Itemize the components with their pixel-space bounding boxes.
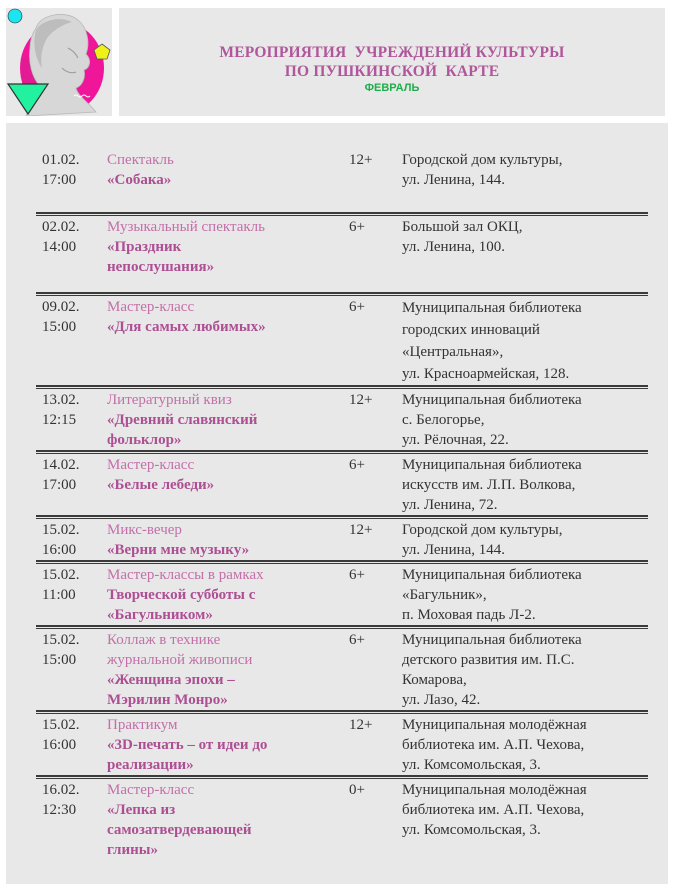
- venue-line: библиотека им. А.П. Чехова,: [402, 802, 585, 818]
- event-name: глины»: [107, 842, 158, 858]
- event-date: 15.02.: [42, 632, 80, 648]
- event-name: «Собака»: [107, 172, 172, 188]
- venue-line: «Центральная»,: [402, 344, 504, 360]
- event-time: 11:00: [42, 587, 76, 603]
- age-rating-label: 12+: [349, 717, 373, 733]
- age-rating: [349, 520, 402, 560]
- event-title: [107, 217, 349, 292]
- venue-line: ул. Ленина, 72.: [402, 497, 498, 513]
- venue-line: библиотека им. А.П. Чехова,: [402, 737, 585, 753]
- age-rating-label: 12+: [349, 522, 373, 538]
- venue-line: искусств им. Л.П. Волкова,: [402, 477, 576, 493]
- event-title: [107, 297, 349, 385]
- event-date: 16.02.: [42, 782, 80, 798]
- event-venue: [402, 297, 648, 385]
- event-row: [36, 450, 648, 515]
- event-name: «Для самых любимых»: [107, 319, 266, 335]
- age-rating-label: 12+: [349, 392, 373, 408]
- event-venue: [402, 565, 648, 625]
- venue-line: п. Моховая падь Л-2.: [402, 607, 536, 623]
- event-datetime: [36, 520, 107, 560]
- row-separator: [36, 775, 648, 779]
- age-rating: [349, 390, 402, 450]
- event-venue: [402, 217, 648, 292]
- event-type: Литературный квиз: [107, 392, 232, 408]
- event-datetime: [36, 565, 107, 625]
- event-type: журнальной живописи: [107, 652, 253, 668]
- age-rating: [349, 630, 402, 710]
- event-name: «Лепка из: [107, 802, 176, 818]
- event-type: Спектакль: [107, 152, 174, 168]
- event-date: 01.02.: [42, 152, 80, 168]
- event-row: [36, 292, 648, 385]
- age-rating: [349, 715, 402, 775]
- event-title: [107, 630, 349, 710]
- event-venue: [402, 390, 648, 450]
- month-label: ФЕВРАЛЬ: [364, 82, 420, 94]
- event-venue: [402, 150, 648, 212]
- age-rating-label: 6+: [349, 457, 365, 473]
- venue-line: ул. Рёлочная, 22.: [402, 432, 509, 448]
- event-venue: [402, 520, 648, 560]
- age-rating: [349, 217, 402, 292]
- row-separator: [36, 710, 648, 714]
- event-type: Музыкальный спектакль: [107, 219, 265, 235]
- event-title: [107, 390, 349, 450]
- event-date: 15.02.: [42, 717, 80, 733]
- event-time: 15:00: [42, 652, 77, 668]
- event-date: 14.02.: [42, 457, 80, 473]
- event-date: 15.02.: [42, 567, 80, 583]
- venue-line: ул. Ленина, 144.: [402, 542, 506, 558]
- age-rating: [349, 780, 402, 860]
- event-venue: [402, 630, 648, 710]
- event-date: 09.02.: [42, 299, 80, 315]
- pushkin-portrait-icon: [6, 8, 112, 116]
- cyan-circle-shape: [8, 9, 22, 23]
- event-date: 02.02.: [42, 219, 80, 235]
- event-title: [107, 780, 349, 860]
- event-name: «Багульником»: [107, 607, 213, 623]
- event-name: «Верни мне музыку»: [107, 542, 250, 558]
- event-time: 16:00: [42, 737, 77, 753]
- age-rating-label: 12+: [349, 152, 373, 168]
- venue-line: городских инноваций: [402, 322, 540, 338]
- event-name: «Женщина эпохи –: [107, 672, 235, 688]
- event-name: реализации»: [107, 757, 194, 773]
- venue-line: Муниципальная библиотека: [402, 632, 582, 648]
- event-name: самозатвердевающей: [107, 822, 252, 838]
- venue-line: Муниципальная библиотека: [402, 392, 582, 408]
- age-rating-label: 6+: [349, 632, 365, 648]
- event-datetime: [36, 217, 107, 292]
- event-name: фольклор»: [107, 432, 182, 448]
- event-datetime: [36, 455, 107, 515]
- age-rating: [349, 565, 402, 625]
- event-venue: [402, 780, 648, 860]
- venue-line: Большой зал ОКЦ,: [402, 219, 523, 235]
- row-separator: [36, 625, 648, 629]
- age-rating: [349, 297, 402, 385]
- event-name: «Праздник: [107, 239, 182, 255]
- event-name: «Древний славянский: [107, 412, 258, 428]
- logo-panel: [6, 8, 112, 116]
- event-row: [36, 150, 648, 212]
- age-rating-label: 6+: [349, 567, 365, 583]
- row-separator: [36, 385, 648, 389]
- venue-line: ул. Лазо, 42.: [402, 692, 481, 708]
- age-rating-label: 0+: [349, 782, 365, 798]
- event-time: 14:00: [42, 239, 77, 255]
- event-time: 17:00: [42, 172, 77, 188]
- venue-line: ул. Комсомольская, 3.: [402, 822, 541, 838]
- event-type: Коллаж в технике: [107, 632, 221, 648]
- event-title: [107, 565, 349, 625]
- event-venue: [402, 715, 648, 775]
- event-row: [36, 515, 648, 560]
- event-name: Творческой субботы с: [107, 587, 256, 603]
- row-separator: [36, 292, 648, 296]
- event-time: 16:00: [42, 542, 77, 558]
- event-row: [36, 710, 648, 775]
- event-title: [107, 715, 349, 775]
- event-type: Практикум: [107, 717, 178, 733]
- venue-line: детского развития им. П.С.: [402, 652, 575, 668]
- venue-line: ул. Ленина, 144.: [402, 172, 506, 188]
- event-type: Мастер-класс: [107, 299, 195, 315]
- age-rating-label: 6+: [349, 299, 365, 315]
- event-time: 15:00: [42, 319, 77, 335]
- age-rating-label: 6+: [349, 219, 365, 235]
- event-row: [36, 775, 648, 860]
- venue-line: Городской дом культуры,: [402, 522, 563, 538]
- event-datetime: [36, 297, 107, 385]
- event-type: Мастер-класс: [107, 457, 195, 473]
- event-datetime: [36, 630, 107, 710]
- venue-line: Комарова,: [402, 672, 467, 688]
- event-name: Мэрилин Монро»: [107, 692, 228, 708]
- event-type: Мастер-классы в рамках: [107, 567, 264, 583]
- event-type: Микс-вечер: [107, 522, 182, 538]
- venue-line: Муниципальная библиотека: [402, 567, 582, 583]
- venue-line: Муниципальная библиотека: [402, 300, 582, 316]
- event-date: 15.02.: [42, 522, 80, 538]
- age-rating: [349, 455, 402, 515]
- venue-line: ул. Комсомольская, 3.: [402, 757, 541, 773]
- event-name: «Белые лебеди»: [107, 477, 215, 493]
- page-title-line-2: ПО ПУШКИНСКОЙ КАРТЕ: [284, 63, 500, 80]
- venue-line: Муниципальная библиотека: [402, 457, 582, 473]
- event-row: [36, 560, 648, 625]
- event-datetime: [36, 715, 107, 775]
- event-name: непослушания»: [107, 259, 215, 275]
- event-type: Мастер-класс: [107, 782, 195, 798]
- events-list: [36, 150, 648, 860]
- event-title: [107, 520, 349, 560]
- venue-line: Муниципальная молодёжная: [402, 782, 587, 798]
- row-separator: [36, 450, 648, 454]
- event-row: [36, 385, 648, 450]
- age-rating: [349, 150, 402, 212]
- event-datetime: [36, 780, 107, 860]
- venue-line: с. Белогорье,: [402, 412, 485, 428]
- row-separator: [36, 515, 648, 519]
- venue-line: Городской дом культуры,: [402, 152, 563, 168]
- venue-line: ул. Красноармейская, 128.: [402, 366, 570, 382]
- event-row: [36, 212, 648, 292]
- event-row: [36, 625, 648, 710]
- event-time: 17:00: [42, 477, 77, 493]
- venue-line: Муниципальная молодёжная: [402, 717, 587, 733]
- venue-line: «Багульник»,: [402, 587, 487, 603]
- page-title-line-1: МЕРОПРИЯТИЯ УЧРЕЖДЕНИЙ КУЛЬТУРЫ: [219, 44, 565, 61]
- event-title: [107, 455, 349, 515]
- row-separator: [36, 212, 648, 216]
- event-datetime: [36, 150, 107, 212]
- row-separator: [36, 560, 648, 564]
- event-time: 12:30: [42, 802, 77, 818]
- event-name: «3D-печать – от идеи до: [107, 737, 268, 753]
- event-title: [107, 150, 349, 212]
- header-title-panel: [119, 8, 665, 116]
- event-time: 12:15: [42, 412, 77, 428]
- event-venue: [402, 455, 648, 515]
- venue-line: ул. Ленина, 100.: [402, 239, 506, 255]
- event-date: 13.02.: [42, 392, 80, 408]
- event-datetime: [36, 390, 107, 450]
